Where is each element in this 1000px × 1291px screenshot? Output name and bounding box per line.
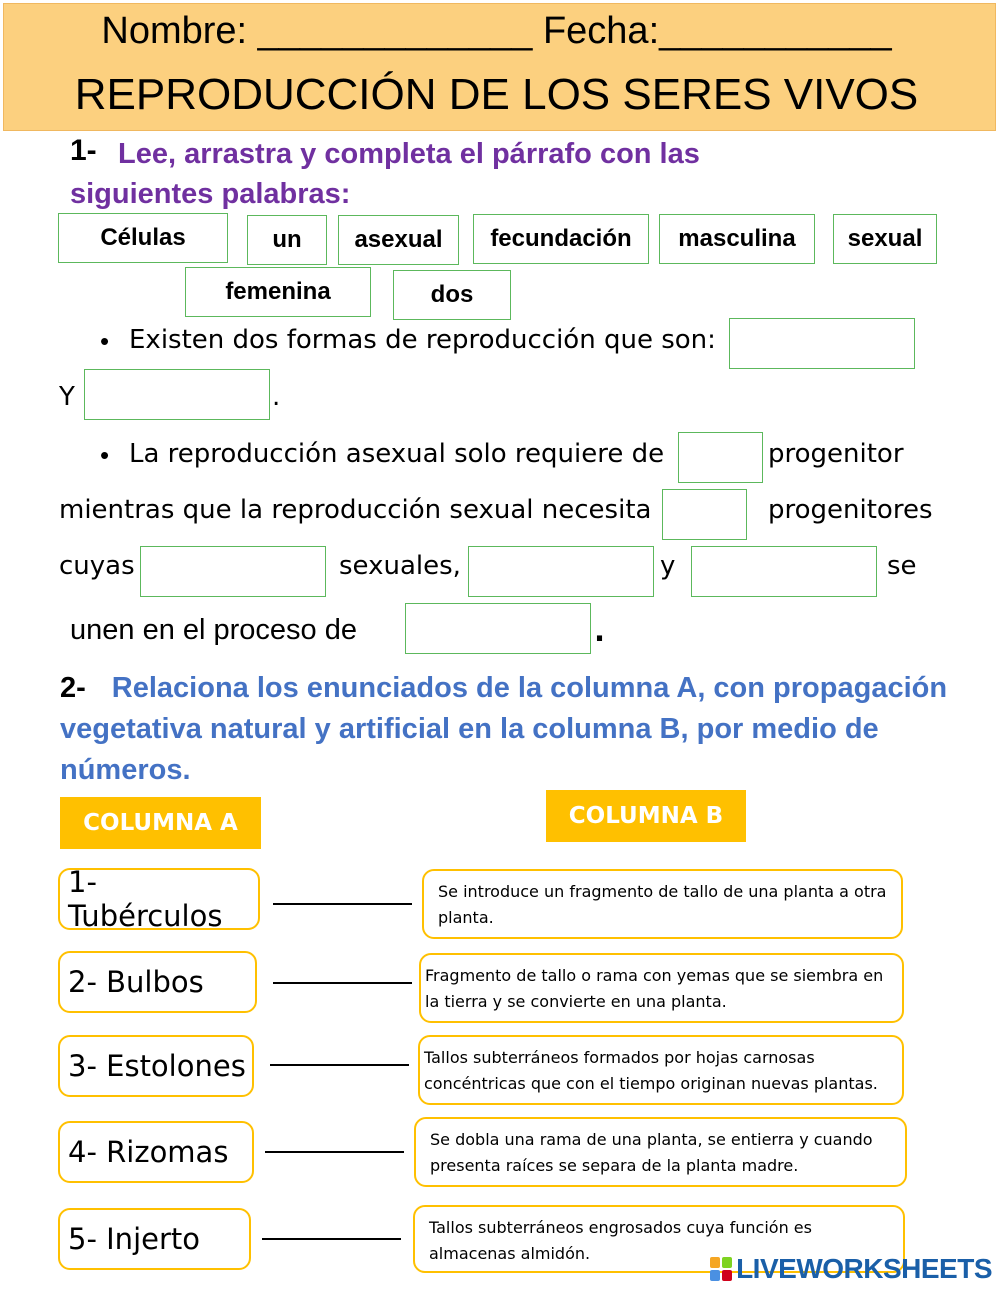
column-a-item-2: 2- Bulbos (58, 951, 257, 1013)
column-b-item-2: Fragmento de tallo o rama con yemas que se siembra en la tierra y se convierte en una planta. (419, 953, 904, 1023)
word-chip-fecundacion[interactable]: fecundación (473, 214, 649, 264)
column-a-header: COLUMNA A (60, 797, 261, 849)
word-chip-un[interactable]: un (247, 215, 327, 265)
drop-slot-8[interactable] (405, 603, 591, 654)
answer-line-1[interactable] (273, 903, 412, 905)
word-chip-celulas[interactable]: Células (58, 213, 228, 263)
drop-slot-6[interactable] (468, 546, 654, 597)
drop-slot-4[interactable] (662, 489, 747, 540)
column-a-item-3: 3- Estolones (58, 1035, 254, 1097)
liveworksheets-logo-icon (710, 1257, 732, 1281)
column-b-item-5: Tallos subterráneos engrosados cuya función es almacenas almidón. (413, 1205, 905, 1273)
word-chip-sexual[interactable]: sexual (833, 214, 937, 264)
drop-slot-5[interactable] (140, 546, 326, 597)
paragraph-2-period: . (594, 614, 606, 648)
bullet-1: • (100, 326, 110, 356)
liveworksheets-logo (710, 1253, 992, 1285)
column-a-item-4: 4- Rizomas (58, 1121, 254, 1183)
word-chip-dos[interactable]: dos (393, 270, 511, 320)
word-chip-asexual[interactable]: asexual (338, 215, 459, 265)
paragraph-2-text-3: mientras que la reproducción sexual necesita (59, 495, 652, 525)
paragraph-2-text-4: progenitores (768, 495, 933, 525)
paragraph-2-text-5: cuyas (59, 551, 135, 581)
answer-line-4[interactable] (265, 1151, 404, 1153)
column-b-item-1: Se introduce un fragmento de tallo de una planta a otra planta. (422, 869, 903, 939)
q2-number: 2- (60, 672, 86, 704)
q1-number: 1- (70, 134, 97, 167)
word-chip-femenina[interactable]: femenina (185, 267, 371, 317)
word-chip-masculina[interactable]: masculina (659, 214, 815, 264)
name-date-line: Nombre: _____________ Fecha:___________ (101, 10, 892, 52)
paragraph-1-y: Y (59, 382, 75, 412)
paragraph-1-period: . (272, 382, 281, 412)
paragraph-2-text-8: se (887, 551, 917, 581)
answer-line-5[interactable] (262, 1238, 401, 1240)
paragraph-2-text-6: sexuales, (339, 551, 461, 581)
q2-instruction: Relaciona los enunciados de la columna A, con propagación vegetativa natural y artificial en la columna B, por medio de números. (60, 672, 948, 786)
paragraph-2-text-7: y (660, 551, 676, 581)
paragraph-2-text-1: La reproducción asexual solo requiere de (129, 439, 665, 469)
worksheet-title: REPRODUCCIÓN DE LOS SERES VIVOS (74, 70, 919, 119)
drop-slot-3[interactable] (678, 432, 763, 483)
drop-slot-2[interactable] (84, 369, 270, 420)
column-a-item-5: 5- Injerto (58, 1208, 251, 1270)
answer-line-3[interactable] (270, 1064, 409, 1066)
paragraph-1-text: Existen dos formas de reproducción que son: (129, 325, 716, 355)
answer-line-2[interactable] (273, 982, 412, 984)
paragraph-2-text-2: progenitor (768, 439, 904, 469)
drop-slot-7[interactable] (691, 546, 877, 597)
q1-instruction: Lee, arrastra y completa el párrafo con las siguientes palabras: (70, 138, 700, 210)
column-b-item-4: Se dobla una rama de una planta, se entierra y cuando presenta raíces se separa de la planta madre. (414, 1117, 907, 1187)
bullet-2: • (100, 440, 110, 470)
column-b-item-3: Tallos subterráneos formados por hojas carnosas concéntricas que con el tiempo originan nuevas plantas. (418, 1035, 904, 1105)
column-b-header: COLUMNA B (546, 790, 746, 842)
logo-text: LIVEWORKSHEETS (736, 1253, 992, 1284)
q2-instruction-block (60, 668, 960, 791)
drop-slot-1[interactable] (729, 318, 915, 369)
column-a-item-1: 1- Tubérculos (58, 868, 260, 930)
paragraph-2-text-9: unen en el proceso de (70, 614, 357, 646)
